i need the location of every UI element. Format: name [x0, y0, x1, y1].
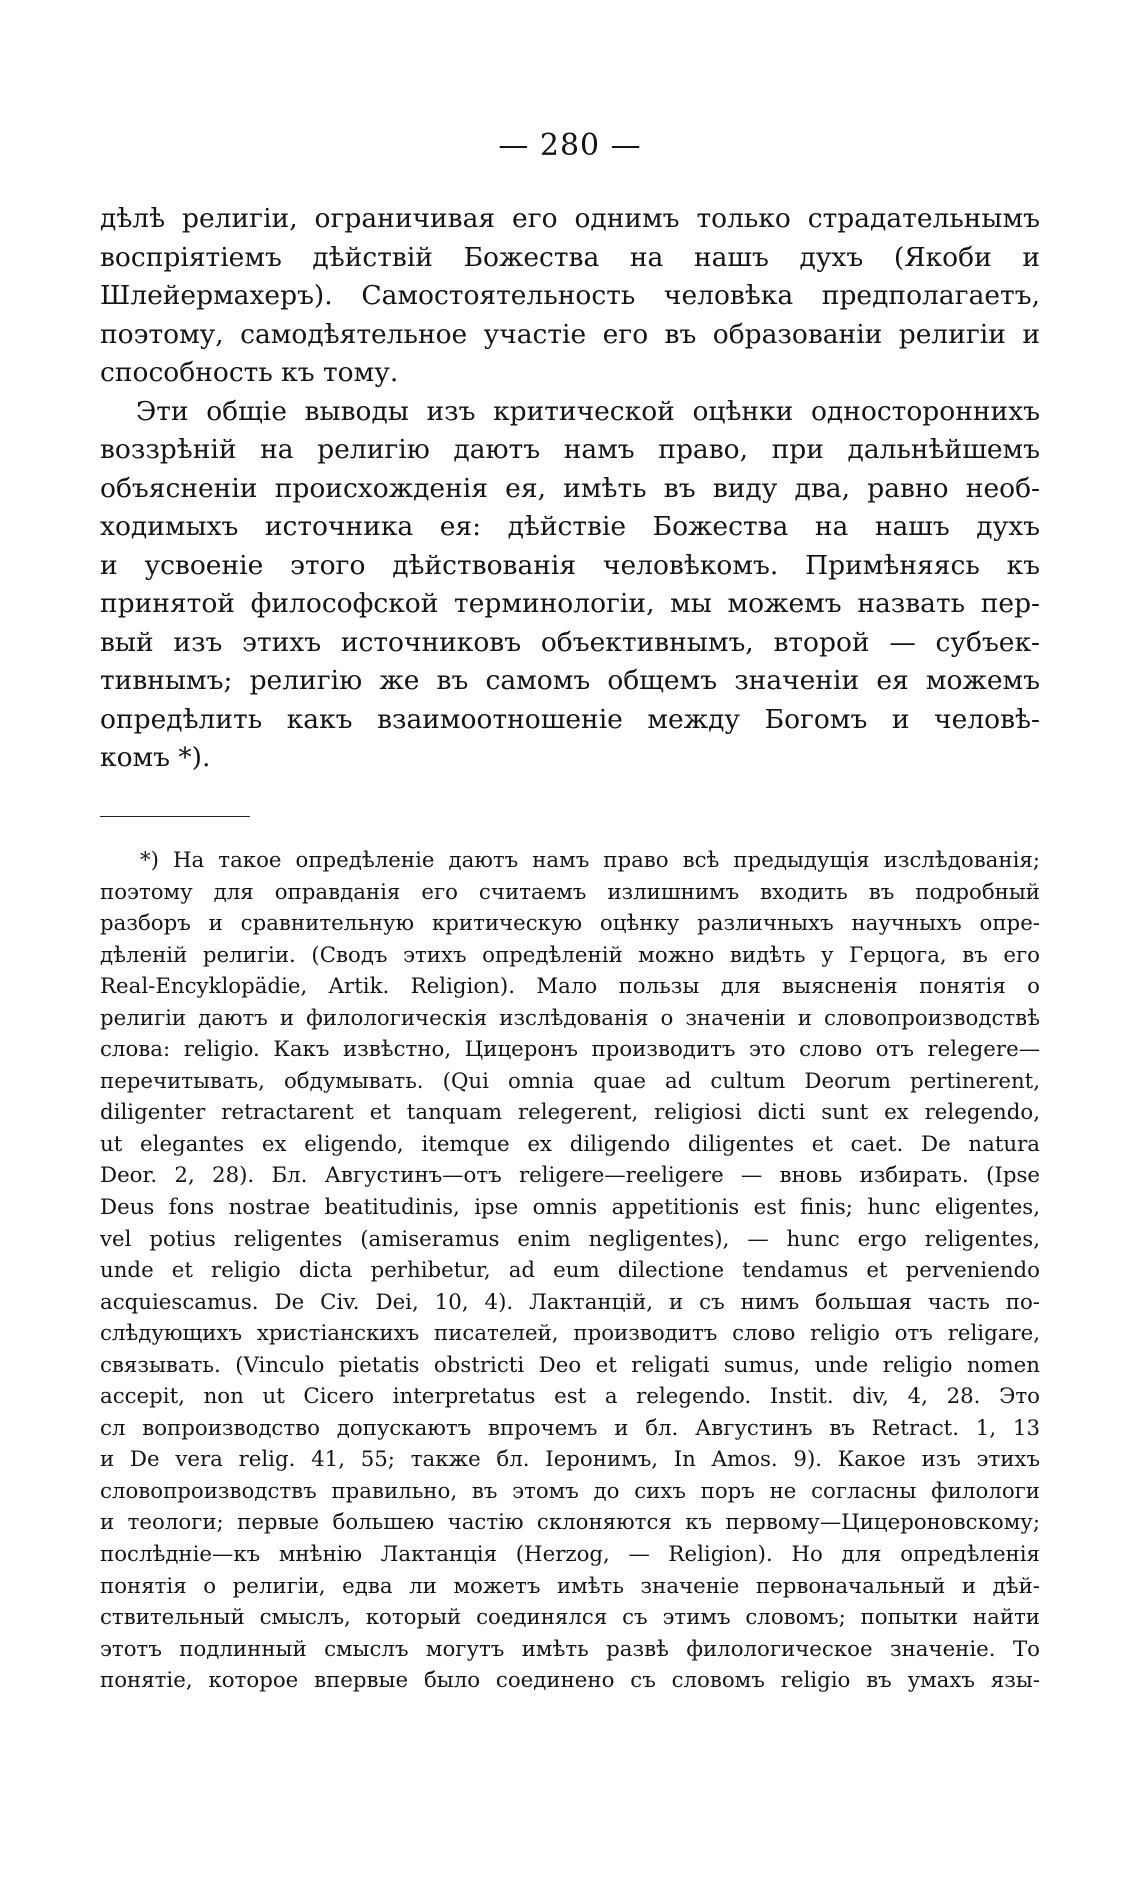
text-line: воззрѣній на религію даютъ намъ право, при дальнѣйшемъ — [100, 434, 1040, 465]
footnote-line: acquiescamus. De Civ. Dei, 10, 4). Лактанцій, и съ нимъ большая часть по- — [100, 1289, 1040, 1315]
paragraph-2 — [100, 393, 1040, 778]
text-line: Эти общіе выводы изъ критической оцѣнки одностороннихъ — [136, 395, 1040, 427]
footnote-line: Deus fons nostrae beatitudinis, ipse omnis appetitionis est finis; hunc eligentes, — [100, 1195, 1040, 1221]
footnote-line: поэтому для оправданія его считаемъ излишнимъ входить въ подробный — [100, 879, 1040, 905]
footnote-line: словопроизводствъ правильно, въ этомъ до сихъ поръ не согласны филологи — [100, 1478, 1040, 1504]
footnote-line: понятіе, которое впервые было соединено съ словомъ religio въ умахъ язы- — [100, 1668, 1040, 1694]
footnote-line: слѣдующихъ христіанскихъ писателей, производитъ слово religio отъ religare, — [100, 1321, 1040, 1347]
paragraph-1 — [100, 200, 1040, 393]
footnote-line: слова: religio. Какъ извѣстно, Цицеронъ производитъ это слово отъ relegere— — [100, 1037, 1040, 1063]
text-line: вый изъ этихъ источниковъ объективнымъ, второй — субъек- — [100, 626, 1040, 658]
main-text — [100, 200, 1040, 778]
footnote-line: послѣдніе—къ мнѣнію Лактанція (Herzog, — Religion). Но для опредѣленія — [100, 1542, 1040, 1568]
footnote-line: accepit, non ut Cicero interpretatus est a relegendo. Instit. div, 4, 28. Это — [100, 1384, 1040, 1410]
text-line: и усвоеніе этого дѣйствованія человѣкомъ. Примѣняясь къ — [100, 549, 1040, 581]
text-line: опредѣлить какъ взаимоотношеніе между Богомъ и человѣ- — [100, 703, 1040, 735]
footnote-line: этотъ подлинный смыслъ могутъ имѣть развѣ филологическое значеніе. То — [100, 1636, 1040, 1662]
footnote-line: ствительный смыслъ, который соединялся съ этимъ словомъ; попытки найти — [100, 1605, 1040, 1631]
footnote-line: и теологи; первые большею частію склоняются къ первому—Цицероновскому; — [100, 1510, 1040, 1536]
text-line: воспріятіемъ дѣйствій Божества на нашъ духъ (Якоби и — [100, 241, 1040, 273]
footnote-line: и De vera relig. 41, 55; также бл. Іеронимъ, In Amos. 9). Какое изъ этихъ — [100, 1447, 1040, 1473]
text-line: ходимыхъ источника ея: дѣйствіе Божества на нашъ духъ — [100, 511, 1040, 542]
text-line: объясненіи происхожденія ея, имѣть въ виду два, равно необ- — [100, 472, 1040, 504]
footnote-line: *) На такое опредѣленіе даютъ намъ право всѣ предыдущія изслѣдованія; — [140, 848, 1040, 873]
footnote-line: diligenter retractarent et tanquam relegerent, religiosi dicti sunt ex relegendo, — [100, 1100, 1040, 1126]
footnote-line: дѣленій религіи. (Сводъ этихъ опредѣленій можно видѣть у Герцога, въ его — [100, 942, 1040, 968]
text-line: комъ *). — [100, 742, 211, 773]
text-line: поэтому, самодѣятельное участіе его въ образованіи религіи и — [100, 318, 1040, 350]
footnote-divider — [100, 816, 250, 817]
footnote-line: сл вопроизводство допускаютъ впрочемъ и бл. Августинъ въ Retract. 1, 13 — [100, 1415, 1040, 1441]
footnote-line: понятія о религіи, едва ли можетъ имѣть значеніе первоначальный и дѣй- — [100, 1573, 1040, 1599]
text-line: дѣлѣ религіи, ограничивая его однимъ только страдательнымъ — [100, 203, 1040, 234]
footnote-line: связывать. (Vinculo pietatis obstricti Deo et religati sumus, unde religio nomen — [100, 1352, 1040, 1378]
footnote-line: vel potius religentes (amiseramus enim negligentes), — hunc ergo religentes, — [100, 1226, 1040, 1252]
text-line: Шлейермахеръ). Самостоятельность человѣка предполагаетъ, — [100, 280, 1040, 311]
text-line: способность къ тому. — [100, 357, 399, 388]
footnote-line: религіи даютъ и филологическія изслѣдованія о значеніи и словопроизводствѣ — [100, 1005, 1040, 1031]
footnote-line: unde et religio dicta perhibetur, ad eum dilectione tendamus et perveniendo — [100, 1258, 1040, 1284]
footnote-line: разборъ и сравнительную критическую оцѣнку различныхъ научныхъ опре- — [100, 911, 1040, 937]
footnote-line: перечитывать, обдумывать. (Qui omnia quae ad cultum Deorum pertinerent, — [100, 1068, 1040, 1094]
footnote-line: Deor. 2, 28). Бл. Августинъ—отъ religere—reeligere — вновь избирать. (Ipse — [100, 1163, 1040, 1189]
text-line: тивнымъ; религію же въ самомъ общемъ значеніи ея можемъ — [100, 665, 1040, 696]
text-line: принятой философской терминологіи, мы можемъ назвать пер- — [100, 588, 1040, 619]
footnote-line: Real-Encyklopädie, Artik. Religion). Мало пользы для выясненія понятія о — [100, 974, 1040, 1000]
footnote — [100, 845, 1040, 1697]
footnote-line: ut elegantes ex eligendo, itemque ex diligendo diligentes et caet. De natura — [100, 1131, 1040, 1157]
page-number: — 280 — — [498, 128, 642, 163]
